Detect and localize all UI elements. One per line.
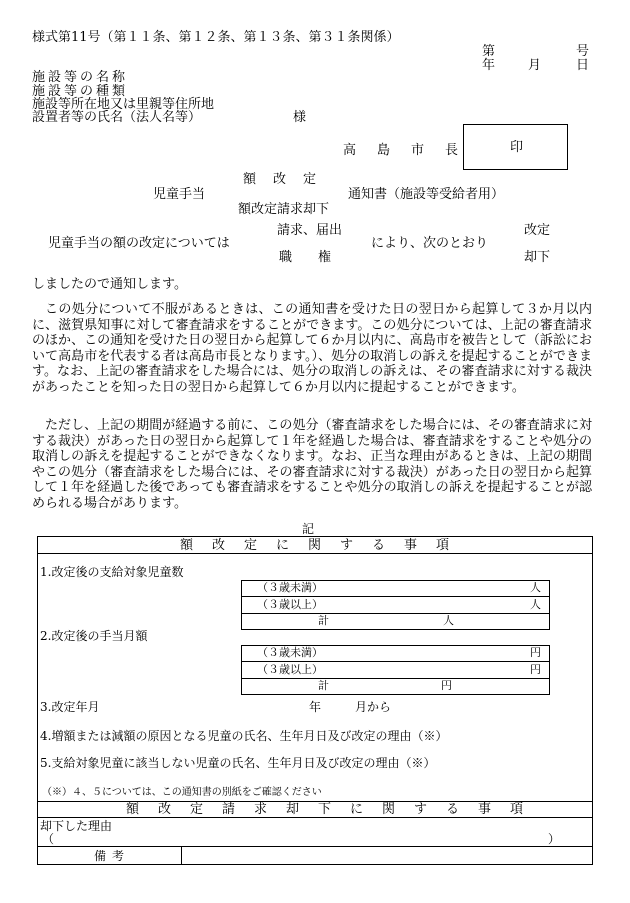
amount-over3-unit: 円 xyxy=(530,663,541,676)
rejection-section-header: 額 改 定 請 求 却 下 に 関 す る 事 項 xyxy=(126,802,527,817)
facility-address-label: 施設等所在地又は里親等住所地 xyxy=(32,97,215,112)
children-over3-unit: 人 xyxy=(530,598,541,611)
revision-section-header: 額 改 定 に 関 す る 事 項 xyxy=(180,538,453,553)
sama-honorific: 様 xyxy=(293,110,307,125)
doc-number-go: 号 xyxy=(576,44,590,59)
children-over3-label: （３歳以上） xyxy=(257,598,323,611)
children-under3-unit: 人 xyxy=(530,581,541,594)
children-total-label: 計 xyxy=(318,614,329,627)
title-line1: 額 改 定 xyxy=(243,172,319,187)
form-number: 様式第11号（第１１条、第１２条、第１３条、第３１条関係） xyxy=(32,30,400,45)
item1-label: 1.改定後の支給対象児童数 xyxy=(40,565,184,579)
amount-total-unit: 円 xyxy=(441,679,452,692)
amount-under3-unit: 円 xyxy=(530,646,541,659)
title-prefix: 児童手当 xyxy=(153,187,206,202)
children-total-unit: 人 xyxy=(443,614,454,627)
title-line2: 通知書（施設等受給者用） xyxy=(348,187,505,202)
seal-mark: 印 xyxy=(510,140,524,155)
date-year: 年 xyxy=(482,58,496,73)
facility-type-label: 施設等の種類 xyxy=(32,84,129,99)
notice-closing: しましたので通知します。 xyxy=(32,277,187,292)
notice-option-request: 請求、届出 xyxy=(277,223,343,238)
appeal-paragraph-2: ただし、上記の期間が経過する前に、この処分（審査請求をした場合には、その審査請求に対する裁決）があった日の翌日から起算して１年を経過した場合は、審査請求をすることや処分の取消しの訴えを提起することができなくなります。なお、正当な理由があるときは、上記の期間やこの処分（審査請求をした場合には、その審査請求に対する裁決）があった日の翌日から起算して１年を経過した後であっても審査請求をすることや処分の取消しの訴えを提起することが認められる場合があります。 xyxy=(32,418,592,511)
item3-month: 月から xyxy=(355,700,392,714)
item3-label: 3.改定年月 xyxy=(40,700,100,714)
notice-lead: 児童手当の額の改定については xyxy=(48,236,230,251)
item5-label: 5.支給対象児童に該当しない児童の氏名、生年月日及び改定の理由（※） xyxy=(40,756,436,770)
children-under3-row xyxy=(241,580,549,596)
founder-name-label: 設置者等の氏名（法人名等） xyxy=(32,110,202,125)
amount-over3-row xyxy=(241,662,549,678)
doc-number-dai: 第 xyxy=(482,44,496,59)
amount-under3-label: （３歳未満） xyxy=(257,646,323,659)
remarks-label: 備考 xyxy=(94,849,131,863)
seal-box xyxy=(463,124,568,170)
notice-middle: により、次のとおり xyxy=(371,236,489,251)
ki-heading: 記 xyxy=(302,522,315,536)
note-text: （※）４、５については、この通知書の別紙をご確認ください xyxy=(42,787,322,798)
appeal-paragraph-1: この処分について不服があるときは、この通知書を受けた日の翌日から起算して３か月以内に、滋賀県知事に対して審査請求をすることができます。この処分については、上記の審査請求のほか、この通知を受けた日の翌日から起算して６か月以内に、高島市を被告として（訴訟において高島市を代表する者は高島市長となります。）、処分の取消しの訴えを提起することができます。なお、上記の審査請求をした場合には、処分の取消しの訴えは、その審査請求に対する裁決があったことを知った日の翌日から起算して６か月以内に提起することができます。 xyxy=(32,302,592,395)
children-over3-row xyxy=(241,597,549,613)
reason-paren-close: ） xyxy=(548,832,561,846)
notice-option-ex-officio: 職 権 xyxy=(279,250,332,265)
notice-option-revise: 改定 xyxy=(524,223,551,238)
item4-label: 4.増額または減額の原因となる児童の氏名、生年月日及び改定の理由（※） xyxy=(40,729,448,743)
notice-option-reject: 却下 xyxy=(524,250,551,265)
mayor-title: 高 島 市 長 xyxy=(343,143,463,158)
item3-year: 年 xyxy=(309,700,322,714)
amount-under3-row xyxy=(241,645,549,661)
title-line3: 額改定請求却下 xyxy=(238,202,330,217)
facility-name-label: 施設等の名称 xyxy=(32,70,129,85)
amount-over3-label: （３歳以上） xyxy=(257,663,323,676)
amount-total-label: 計 xyxy=(318,679,329,692)
date-month: 月 xyxy=(528,58,542,73)
date-day: 日 xyxy=(576,58,590,73)
item2-label: 2.改定後の手当月額 xyxy=(40,629,148,643)
rejection-reason-label: 却下した理由 xyxy=(40,819,113,833)
children-under3-label: （３歳未満） xyxy=(257,581,323,594)
reason-paren-open: （ xyxy=(42,832,55,846)
